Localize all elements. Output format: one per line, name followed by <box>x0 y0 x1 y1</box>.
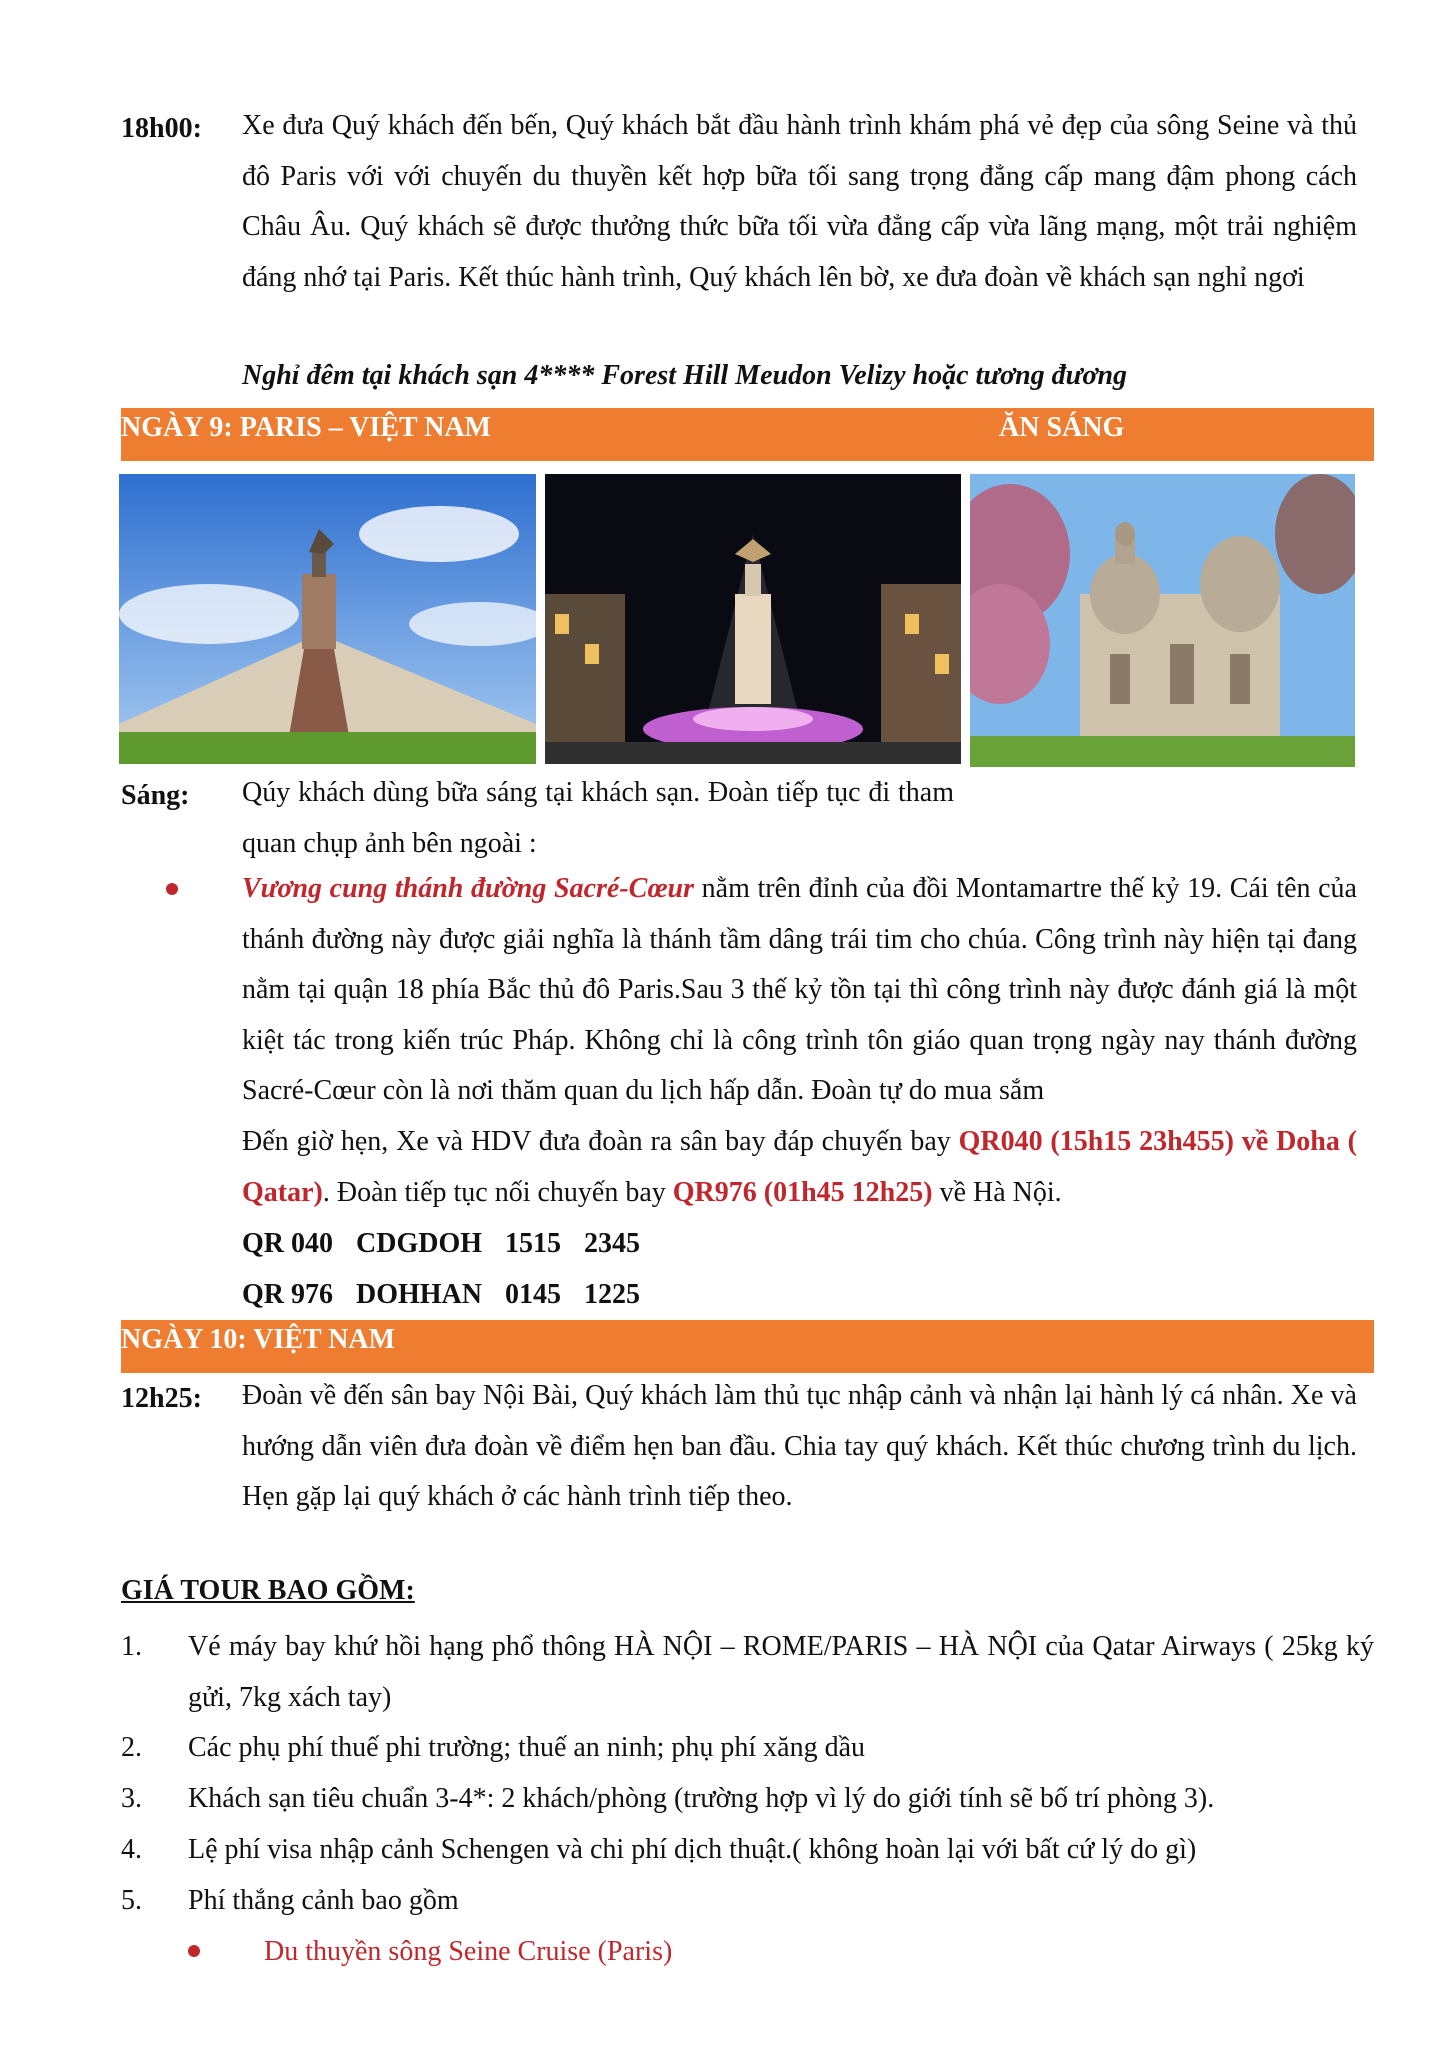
bullet-icon <box>166 883 178 895</box>
flight-end: về Hà Nội. <box>932 1176 1062 1208</box>
flight-code: QR 040 <box>242 1228 333 1259</box>
flight-arr: 2345 <box>584 1228 640 1259</box>
flight-qr976: QR976 (01h45 12h25) <box>672 1176 933 1208</box>
list-number: 3. <box>121 1783 142 1814</box>
flight-paragraph <box>242 1117 1357 1218</box>
list-item: Khách sạn tiêu chuẩn 3-4*: 2 khách/phòng (trường hợp vì lý do giới tính sẽ bố trí phòng 3). <box>188 1783 1215 1814</box>
day9-meals: ĂN SÁNG <box>999 412 1125 443</box>
sacre-coeur-paragraph <box>242 864 1357 1117</box>
morning-paragraph: Qúy khách dùng bữa sáng tại khách sạn. Đoàn tiếp tục đi tham quan chụp ảnh bên ngoài : <box>242 777 954 859</box>
flight-arr: 1225 <box>584 1279 640 1310</box>
flight-row <box>242 1270 640 1321</box>
flight-mid: . Đoàn tiếp tục nối chuyến bay <box>322 1176 673 1208</box>
list-item: Vé máy bay khứ hồi hạng phổ thông HÀ NỘI – ROME/PARIS – HÀ NỘI của Qatar Airways ( 25kg ký gửi, 7kg xách tay) <box>188 1631 1374 1713</box>
list-number: 1. <box>121 1631 142 1662</box>
flight-route: CDGDOH <box>356 1228 482 1259</box>
time-label-18h00: 18h00: <box>121 113 202 144</box>
list-number: 4. <box>121 1834 142 1865</box>
list-number: 2. <box>121 1732 142 1763</box>
list-number: 5. <box>121 1885 142 1916</box>
day10-title: NGÀY 10: VIỆT NAM <box>121 1324 396 1355</box>
flight-dep: 0145 <box>505 1279 561 1310</box>
photo-basilica <box>970 474 1355 767</box>
list-item: Các phụ phí thuế phi trường; thuế an ninh; phụ phí xăng dầu <box>188 1732 865 1763</box>
flight-row <box>242 1219 640 1270</box>
bullet-icon <box>188 1945 200 1957</box>
day10-paragraph: Đoàn về đến sân bay Nội Bài, Quý khách làm thủ tục nhập cảnh và nhận lại hành lý cá nhân. Xe và hướng dẫn viên đưa đoàn về điểm hẹn ban đầu. Chia tay quý khách. Kết thúc chương trình du lịch. Hẹn gặp lại quý khách ở các hành trình tiếp theo. <box>242 1380 1357 1512</box>
day9-header-bar <box>121 408 1374 461</box>
evening-paragraph: Xe đưa Quý khách đến bến, Quý khách bắt đầu hành trình khám phá vẻ đẹp của sông Seine và thủ đô Paris với với chuyến du thuyền kết hợp bữa tối sang trọng đẳng cấp mang đậm phong cách Châu Âu. Quý khách sẽ được thưởng thức bữa tối vừa đẳng cấp vừa lãng mạng, một trải nghiệm đáng nhớ tại Paris. Kết thúc hành trình, Quý khách lên bờ, xe đưa đoàn về khách sạn nghỉ ngơi <box>242 110 1357 293</box>
photo-monument-pyramid <box>119 474 536 764</box>
flight-intro: Đến giờ hẹn, Xe và HDV đưa đoàn ra sân bay đáp chuyến bay <box>242 1126 959 1157</box>
sub-list-item: Du thuyền sông Seine Cruise (Paris) <box>264 1936 673 1967</box>
flight-route: DOHHAN <box>356 1279 482 1310</box>
list-item: Lệ phí visa nhập cảnh Schengen và chi phí dịch thuật.( không hoàn lại với bất cứ lý do gì) <box>188 1834 1197 1865</box>
hotel-note: Nghỉ đêm tại khách sạn 4**** Forest Hill Meudon Velizy hoặc tương đương <box>242 360 1128 391</box>
day9-title: NGÀY 9: PARIS – VIỆT NAM <box>121 412 491 443</box>
list-item: Phí thắng cảnh bao gồm <box>188 1885 459 1916</box>
time-label-12h25: 12h25: <box>121 1383 202 1414</box>
sacre-coeur-description: nằm trên đỉnh của đồi Montamartre thế kỷ 19. Cái tên của thánh đường này được giải nghĩa là thánh tầm dâng trái tim cho chúa. Công trình này hiện tại đang nằm tại quận 18 phía Bắc thủ đô Paris.Sau 3 thế kỷ tồn tại thì công trình này được đánh giá là một kiệt tác trong kiến trúc Pháp. Không chỉ là công trình tôn giáo quan trọng ngày nay thánh đường Sacré-Cœur còn là nơi thăm quan du lịch hấp dẫn. Đoàn tự do mua sắm <box>242 873 1357 1106</box>
sacre-coeur-name: Vương cung thánh đường Sacré-Cœur <box>242 873 695 904</box>
flight-qr040: QR040 (15h15 23h455) về Doha ( Qatar) <box>242 1126 1357 1208</box>
flight-code: QR 976 <box>242 1279 333 1310</box>
time-label-sang: Sáng: <box>121 780 190 811</box>
includes-heading: GIÁ TOUR BAO GỒM: <box>121 1575 415 1606</box>
day10-header-bar <box>121 1320 1374 1373</box>
photo-night-fountain <box>545 474 961 764</box>
flight-dep: 1515 <box>505 1228 561 1259</box>
